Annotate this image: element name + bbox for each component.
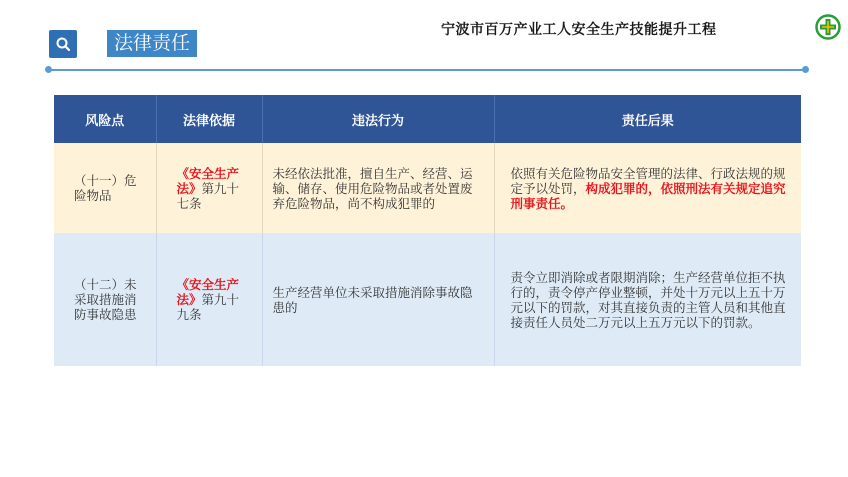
risk-cell: （十二）未采取措施消防事故隐患 xyxy=(54,233,156,366)
law-cell xyxy=(156,143,262,233)
consequence-text: 依照有关危险物品安全管理的法律、行政法规的规定予以处罚， xyxy=(510,165,786,196)
consequence-cell xyxy=(494,143,801,233)
page-title: 法律责任 xyxy=(107,30,197,57)
violation-cell: 未经依法批准，擅自生产、经营、运输、储存、使用危险物品或者处置废弃危险物品，尚不构成犯罪的 xyxy=(262,143,494,233)
law-article: 第九十七条 xyxy=(176,180,240,211)
column-header-consequence: 责任后果 xyxy=(494,95,801,143)
risk-cell: （十一）危险物品 xyxy=(54,143,156,233)
header-divider xyxy=(48,69,806,71)
org-title: 宁波市百万产业工人安全生产技能提升工程 xyxy=(441,22,717,38)
divider-dot-left xyxy=(45,66,52,73)
safety-cross-logo xyxy=(815,14,841,40)
column-header-risk: 风险点 xyxy=(54,95,156,143)
table-row xyxy=(54,143,801,233)
search-icon xyxy=(49,30,77,58)
column-header-violation: 违法行为 xyxy=(262,95,494,143)
table-row xyxy=(54,233,801,366)
law-cell xyxy=(156,233,262,366)
consequence-text: 责令立即消除或者限期消除；生产经营单位拒不执行的，责令停产停业整顿，并处十万元以上五十万元以下的罚款，对其直接负责的主管人员和其他直接责任人员处二万元以上五万元以下的罚款。 xyxy=(510,269,786,330)
law-name: 《安全生产法》 xyxy=(176,165,240,196)
law-name: 《安全生产法》 xyxy=(176,277,240,307)
divider-dot-right xyxy=(802,66,809,73)
legal-liability-table xyxy=(54,95,801,366)
column-header-law: 法律依据 xyxy=(156,95,262,143)
law-article: 第九十九条 xyxy=(176,292,240,322)
violation-cell: 生产经营单位未采取措施消除事故隐患的 xyxy=(262,233,494,366)
consequence-criminal-text: 构成犯罪的，依照刑法有关规定追究刑事责任。 xyxy=(510,180,786,211)
consequence-cell xyxy=(494,233,801,366)
